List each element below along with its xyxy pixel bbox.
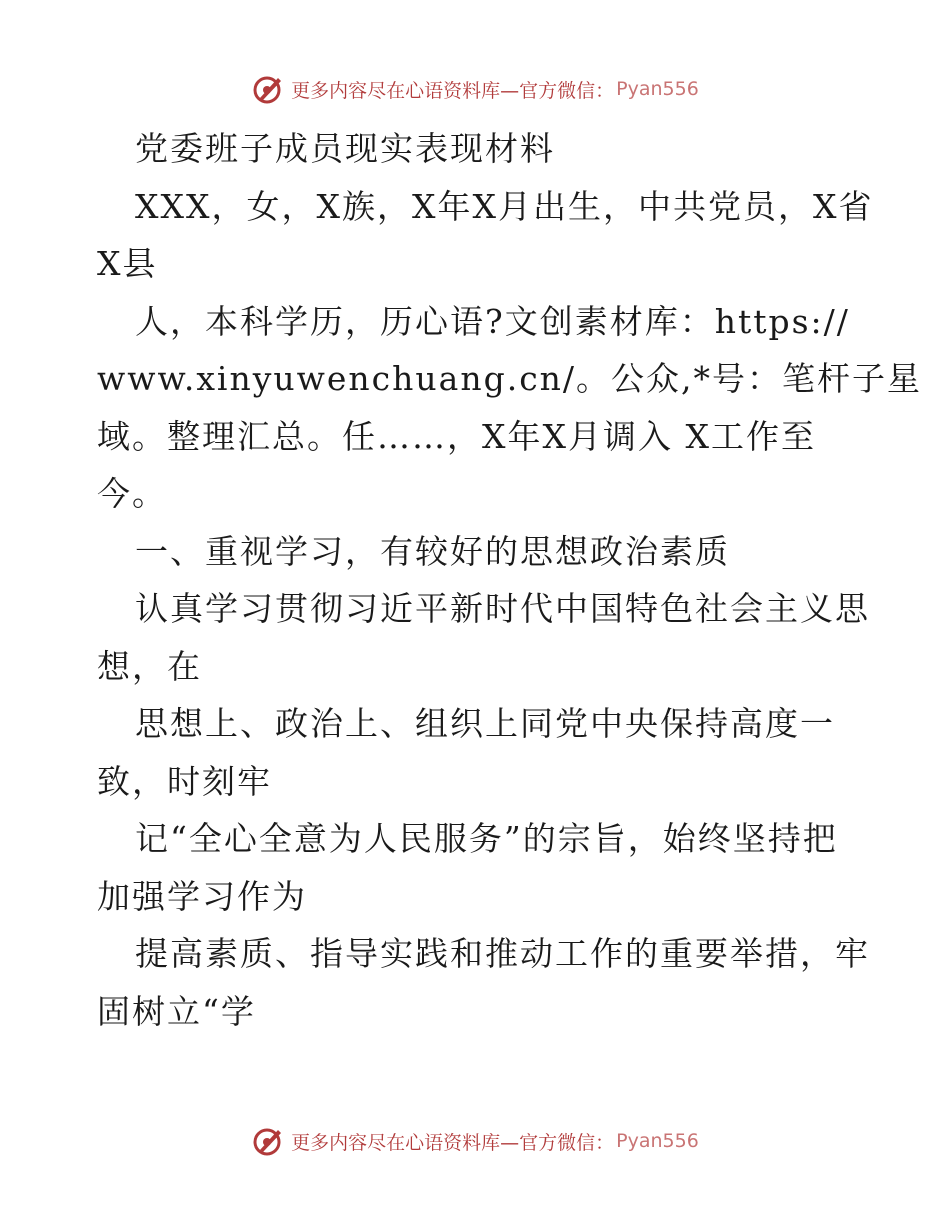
text-line: 提高素质、指导实践和推动工作的重要举措，牢 <box>135 934 870 973</box>
text-line: 今。 <box>97 474 167 513</box>
text-line: 固树立“学 <box>97 991 256 1031</box>
text-line: 记“全心全意为人民服务”的宗旨，始终坚持把 <box>135 819 838 858</box>
document-title: 党委班子成员现实表现材料 <box>135 129 555 168</box>
text-line: 认真学习贯彻习近平新时代中国特色社会主义思 <box>135 589 870 628</box>
text-line: 想，在 <box>97 646 202 686</box>
text-line: XXX，女，X族，X年X月出生，中共党员，X省 <box>135 186 874 226</box>
text-line: 思想上、政治上、组织上同党中央保持高度一 <box>135 704 835 743</box>
quill-seal-icon <box>251 1124 285 1158</box>
text-line: 加强学习作为 <box>97 876 307 916</box>
watermark-text: 更多内容尽在心语资料库—官方微信： <box>291 1131 615 1154</box>
document-body <box>97 120 923 1040</box>
text-line: 致，时刻牢 <box>97 761 272 801</box>
text-line: www.xinyuwenchuang.cn/。公众,*号：笔杆子星 <box>97 359 923 398</box>
watermark-handle: Pyan556 <box>616 78 699 100</box>
text-line: 人，本科学历，历心语?文创素材库：https:// <box>135 301 850 341</box>
text-line: 一、重视学习，有较好的思想政治素质 <box>135 531 730 571</box>
watermark-text: 更多内容尽在心语资料库—官方微信： <box>291 79 615 102</box>
header-watermark <box>0 72 950 106</box>
text-line: 域。整理汇总。任……，X年X月调入 X工作至 <box>97 416 816 456</box>
watermark-handle: Pyan556 <box>616 1130 699 1152</box>
quill-seal-icon <box>251 72 285 106</box>
footer-watermark <box>0 1124 950 1158</box>
text-line: X县 <box>97 244 158 283</box>
